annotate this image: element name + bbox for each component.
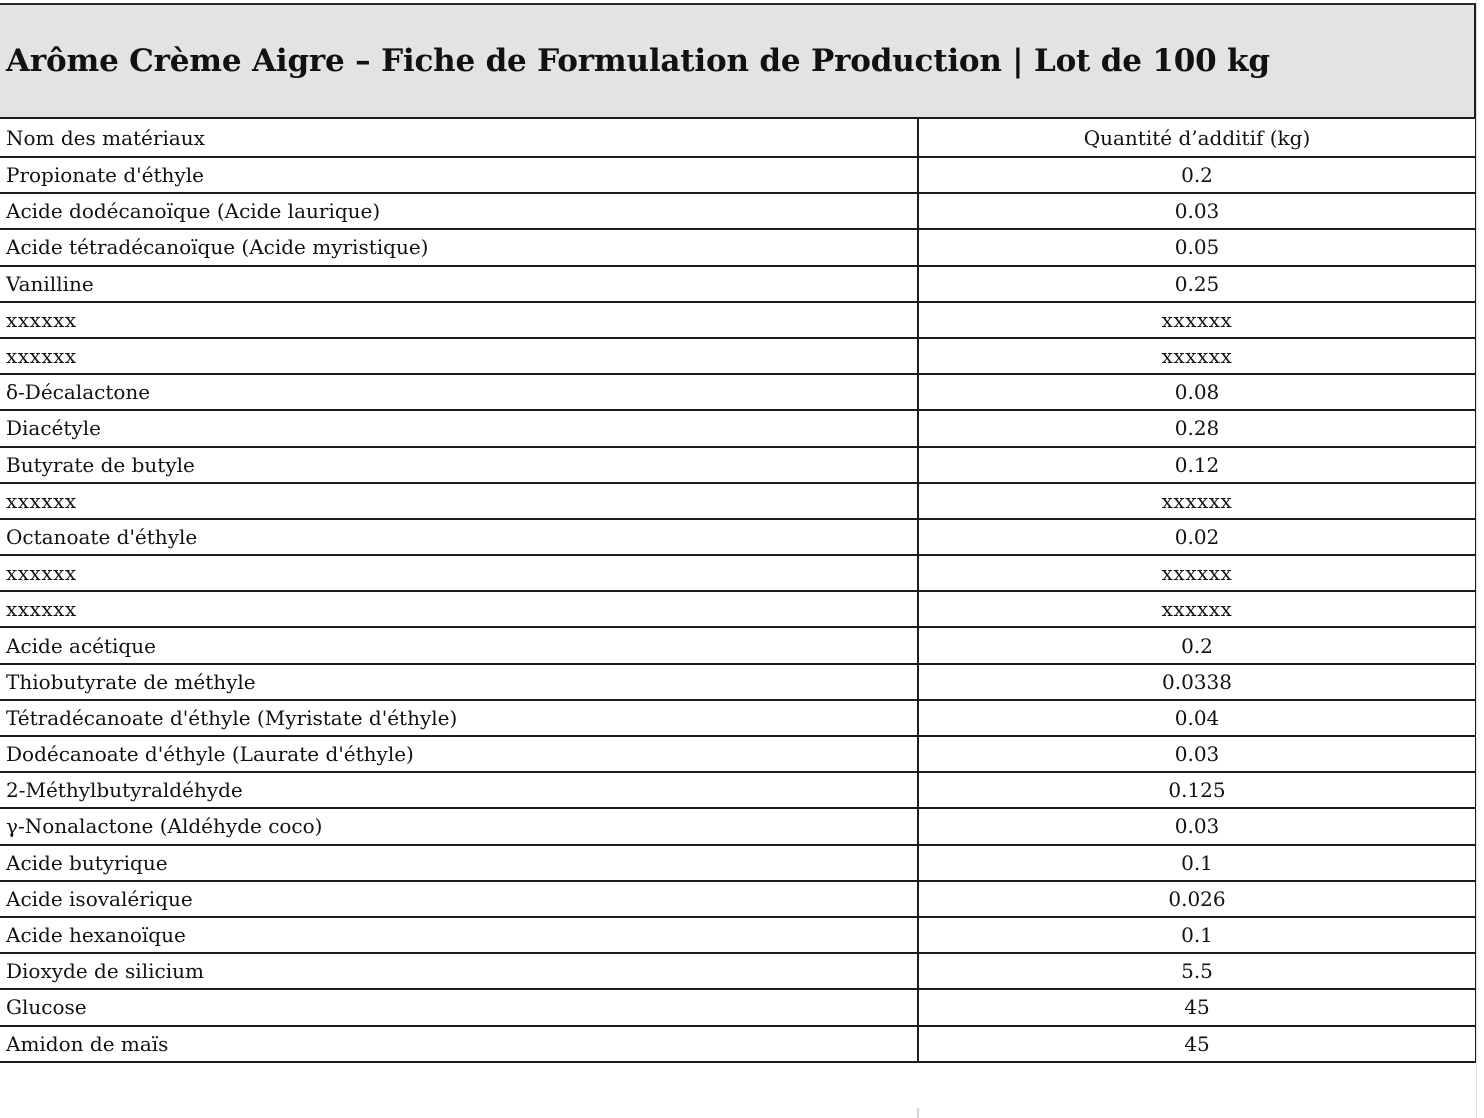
additive-quantity-cell[interactable]: 0.125 (918, 772, 1476, 808)
table-row (0, 374, 1476, 410)
material-name-cell[interactable]: Vanilline (0, 266, 918, 302)
table-row (0, 627, 1476, 663)
additive-quantity-cell[interactable]: 0.03 (918, 736, 1476, 772)
table-row (0, 157, 1476, 193)
header-material-name[interactable]: Nom des matériaux (0, 119, 918, 157)
material-name-cell[interactable]: Propionate d'éthyle (0, 157, 918, 193)
column-gridline-stub (917, 1108, 919, 1118)
material-name-cell[interactable]: Butyrate de butyle (0, 447, 918, 483)
material-name-cell[interactable]: Amidon de maïs (0, 1026, 918, 1062)
table-row (0, 519, 1476, 555)
material-name-cell[interactable]: xxxxxx (0, 302, 918, 338)
additive-quantity-cell[interactable]: xxxxxx (918, 591, 1476, 627)
material-name-cell[interactable]: Octanoate d'éthyle (0, 519, 918, 555)
table-row (0, 410, 1476, 446)
table-row (0, 989, 1476, 1025)
sheet-bottom-edge (0, 1108, 1476, 1118)
additive-quantity-cell[interactable]: 45 (918, 989, 1476, 1025)
additive-quantity-cell[interactable]: 0.05 (918, 229, 1476, 265)
material-name-cell[interactable]: Diacétyle (0, 410, 918, 446)
formulation-table (0, 119, 1477, 1063)
material-name-cell[interactable]: Acide tétradécanoïque (Acide myristique) (0, 229, 918, 265)
additive-quantity-cell[interactable]: 0.03 (918, 193, 1476, 229)
additive-quantity-cell[interactable]: xxxxxx (918, 302, 1476, 338)
additive-quantity-cell[interactable]: 0.1 (918, 845, 1476, 881)
table-row (0, 917, 1476, 953)
material-name-cell[interactable]: xxxxxx (0, 338, 918, 374)
document-title: Arôme Crème Aigre – Fiche de Formulation de Production | Lot de 100 kg (6, 43, 1270, 79)
material-name-cell[interactable]: Glucose (0, 989, 918, 1025)
table-row (0, 1026, 1476, 1062)
material-name-cell[interactable]: Acide hexanoïque (0, 917, 918, 953)
additive-quantity-cell[interactable]: xxxxxx (918, 338, 1476, 374)
title-cell[interactable] (0, 5, 1476, 119)
table-row (0, 700, 1476, 736)
additive-quantity-cell[interactable]: 0.02 (918, 519, 1476, 555)
table-row (0, 772, 1476, 808)
material-name-cell[interactable]: Acide butyrique (0, 845, 918, 881)
table-row (0, 881, 1476, 917)
additive-quantity-cell[interactable]: 0.08 (918, 374, 1476, 410)
table-row (0, 229, 1476, 265)
material-name-cell[interactable]: Acide isovalérique (0, 881, 918, 917)
material-name-cell[interactable]: Acide dodécanoïque (Acide laurique) (0, 193, 918, 229)
table-row (0, 193, 1476, 229)
table-row (0, 338, 1476, 374)
material-name-cell[interactable]: Dodécanoate d'éthyle (Laurate d'éthyle) (0, 736, 918, 772)
table-row (0, 953, 1476, 989)
header-additive-quantity[interactable]: Quantité d’additif (kg) (918, 119, 1476, 157)
additive-quantity-cell[interactable]: 0.03 (918, 808, 1476, 844)
additive-quantity-cell[interactable]: 0.25 (918, 266, 1476, 302)
table-row (0, 736, 1476, 772)
material-name-cell[interactable]: xxxxxx (0, 483, 918, 519)
additive-quantity-cell[interactable]: 45 (918, 1026, 1476, 1062)
material-name-cell[interactable]: xxxxxx (0, 555, 918, 591)
material-name-cell[interactable]: Tétradécanoate d'éthyle (Myristate d'éthyle) (0, 700, 918, 736)
additive-quantity-cell[interactable]: 0.2 (918, 157, 1476, 193)
table-row (0, 266, 1476, 302)
additive-quantity-cell[interactable]: 0.12 (918, 447, 1476, 483)
material-name-cell[interactable]: xxxxxx (0, 591, 918, 627)
table-row (0, 664, 1476, 700)
material-name-cell[interactable]: γ-Nonalactone (Aldéhyde coco) (0, 808, 918, 844)
table-header-row (0, 119, 1476, 157)
table-row (0, 302, 1476, 338)
table-row (0, 447, 1476, 483)
table-row (0, 483, 1476, 519)
material-name-cell[interactable]: Thiobutyrate de méthyle (0, 664, 918, 700)
table-row (0, 555, 1476, 591)
table-row (0, 808, 1476, 844)
right-gutter (1476, 0, 1484, 1118)
additive-quantity-cell[interactable]: 0.28 (918, 410, 1476, 446)
additive-quantity-cell[interactable]: 0.04 (918, 700, 1476, 736)
additive-quantity-cell[interactable]: 0.2 (918, 627, 1476, 663)
table-row (0, 591, 1476, 627)
additive-quantity-cell[interactable]: 5.5 (918, 953, 1476, 989)
table-row (0, 845, 1476, 881)
material-name-cell[interactable]: Dioxyde de silicium (0, 953, 918, 989)
material-name-cell[interactable]: 2-Méthylbutyraldéhyde (0, 772, 918, 808)
material-name-cell[interactable]: Acide acétique (0, 627, 918, 663)
additive-quantity-cell[interactable]: 0.1 (918, 917, 1476, 953)
additive-quantity-cell[interactable]: 0.026 (918, 881, 1476, 917)
additive-quantity-cell[interactable]: xxxxxx (918, 483, 1476, 519)
additive-quantity-cell[interactable]: xxxxxx (918, 555, 1476, 591)
material-name-cell[interactable]: δ-Décalactone (0, 374, 918, 410)
additive-quantity-cell[interactable]: 0.0338 (918, 664, 1476, 700)
